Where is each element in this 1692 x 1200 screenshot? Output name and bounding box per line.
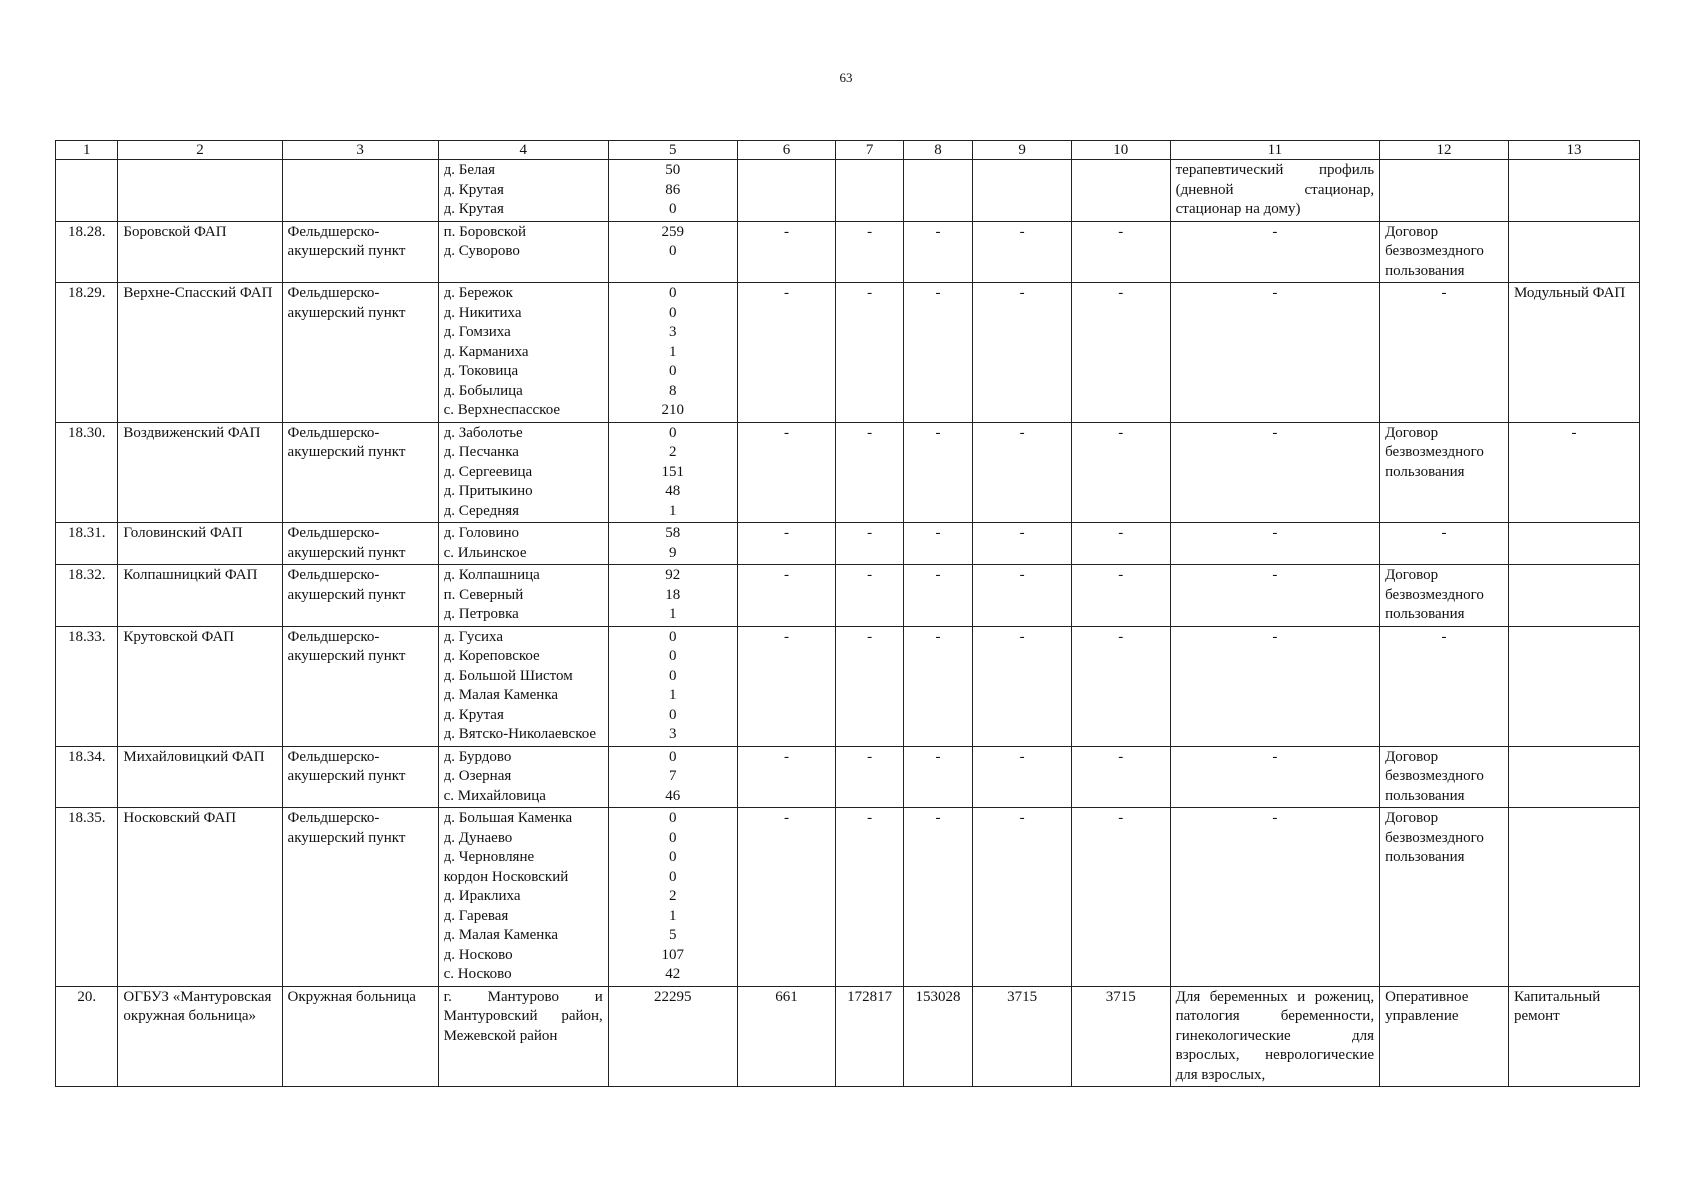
col-10: 3715 bbox=[1071, 986, 1170, 1087]
col-7 bbox=[836, 160, 903, 222]
table-row-final bbox=[56, 986, 1640, 1087]
column-header-7: 7 bbox=[836, 141, 903, 160]
population-value: 151 bbox=[661, 463, 684, 480]
settlement-names bbox=[438, 565, 608, 627]
settlement-population bbox=[608, 160, 737, 222]
col-9: - bbox=[973, 422, 1072, 523]
notes bbox=[1508, 221, 1639, 283]
col-7: - bbox=[836, 221, 903, 283]
ownership-basis: - bbox=[1380, 626, 1509, 746]
col-10: - bbox=[1071, 221, 1170, 283]
notes: Модульный ФАП bbox=[1508, 283, 1639, 423]
settlement-name: д. Бережок bbox=[443, 285, 513, 301]
settlement-name: д. Гаревая bbox=[443, 907, 509, 924]
settlement-name: п. Северный bbox=[443, 586, 524, 603]
col-10: - bbox=[1071, 422, 1170, 523]
column-header-12: 12 bbox=[1380, 141, 1509, 160]
population-value: 1 bbox=[668, 907, 677, 924]
population-value: 0 bbox=[668, 868, 677, 885]
facility-name: Воздвиженский ФАП bbox=[118, 422, 282, 523]
profile-description: терапевтический профиль (дневной стационар, стационар на дому) bbox=[1170, 160, 1379, 222]
population-value: 0 bbox=[668, 810, 677, 826]
col-8: - bbox=[903, 626, 972, 746]
settlement-name: д. Малая Каменка bbox=[443, 927, 559, 943]
column-header-10: 10 bbox=[1071, 141, 1170, 160]
ownership-basis: - bbox=[1380, 523, 1509, 565]
settlement-name: д. Большая Каменка bbox=[443, 810, 573, 826]
population-value: 5 bbox=[668, 927, 677, 943]
facility-name: Носковский ФАП bbox=[118, 808, 282, 987]
settlement-name: д. Гомзиха bbox=[443, 324, 511, 340]
settlement-name: д. Петровка bbox=[443, 606, 519, 622]
population-value: 2 bbox=[668, 444, 677, 460]
ownership-basis: Договор безвозмездного пользования bbox=[1380, 565, 1509, 627]
settlement-names bbox=[438, 422, 608, 523]
facility-type: Фельдшерско-акушерский пункт bbox=[282, 523, 438, 565]
population-value: 2 bbox=[668, 888, 677, 904]
column-header-8: 8 bbox=[903, 141, 972, 160]
settlement-population bbox=[608, 422, 737, 523]
ownership-basis: Договор безвозмездного пользования bbox=[1380, 422, 1509, 523]
settlement-names bbox=[438, 523, 608, 565]
settlement-names bbox=[438, 746, 608, 808]
col-12 bbox=[1380, 160, 1509, 222]
settlement-name: кордон Носковский bbox=[443, 868, 569, 885]
col-11: - bbox=[1170, 221, 1379, 283]
population-value: 18 bbox=[665, 586, 681, 603]
population-value: 0 bbox=[668, 363, 677, 379]
settlement-name: п. Боровской bbox=[443, 223, 526, 240]
population-value: 0 bbox=[668, 201, 677, 217]
population-value: 0 bbox=[668, 706, 677, 723]
col-6: - bbox=[737, 626, 836, 746]
settlement-name: д. Бобылица bbox=[443, 382, 523, 399]
col-13 bbox=[1508, 160, 1639, 222]
population-value: 0 bbox=[668, 285, 677, 301]
settlement-name: д. Суворово bbox=[443, 243, 520, 259]
col-10: - bbox=[1071, 746, 1170, 808]
settlement-name: д. Носково bbox=[443, 946, 513, 963]
settlement-population bbox=[608, 565, 737, 627]
col-8 bbox=[903, 160, 972, 222]
col-8: - bbox=[903, 221, 972, 283]
col-10 bbox=[1071, 160, 1170, 222]
col-8: - bbox=[903, 283, 972, 423]
col-7: - bbox=[836, 283, 903, 423]
population-value: 1 bbox=[668, 502, 677, 519]
facility-name: Верхне-Спасский ФАП bbox=[118, 283, 282, 423]
facility-type: Фельдшерско-акушерский пункт bbox=[282, 565, 438, 627]
population-value: 0 bbox=[668, 849, 677, 865]
col-9: - bbox=[973, 565, 1072, 627]
settlement-names bbox=[438, 626, 608, 746]
table-row bbox=[56, 565, 1640, 627]
population-value: 46 bbox=[665, 787, 681, 804]
facility-name: ОГБУЗ «Мантуровская окружная больница» bbox=[118, 986, 282, 1087]
settlement-name: д. Крутая bbox=[443, 181, 504, 198]
column-number-row bbox=[56, 141, 1640, 160]
population-value: 9 bbox=[668, 544, 677, 561]
facility-type: Фельдшерско-акушерский пункт bbox=[282, 808, 438, 987]
column-header-13: 13 bbox=[1508, 141, 1639, 160]
settlement-name: с. Ильинское bbox=[443, 544, 527, 561]
col-6: 661 bbox=[737, 986, 836, 1087]
col-9: - bbox=[973, 626, 1072, 746]
population-value: 48 bbox=[665, 483, 681, 499]
col-6: - bbox=[737, 746, 836, 808]
facility-name: Колпашницкий ФАП bbox=[118, 565, 282, 627]
col-7: - bbox=[836, 626, 903, 746]
row-number: 20. bbox=[56, 986, 118, 1087]
population-value: 107 bbox=[661, 946, 684, 963]
col-6: - bbox=[737, 523, 836, 565]
row-number: 18.33. bbox=[56, 626, 118, 746]
column-header-2: 2 bbox=[118, 141, 282, 160]
col-8: - bbox=[903, 422, 972, 523]
settlement-name: с. Носково bbox=[443, 966, 512, 982]
settlement-names bbox=[438, 283, 608, 423]
col-5: 22295 bbox=[608, 986, 737, 1087]
population-value: 42 bbox=[665, 966, 681, 982]
facility-type: Фельдшерско-акушерский пункт bbox=[282, 626, 438, 746]
population-value: 92 bbox=[665, 567, 681, 583]
facilities-table bbox=[55, 140, 1640, 1087]
col-7: - bbox=[836, 808, 903, 987]
col-9: - bbox=[973, 746, 1072, 808]
col-8: - bbox=[903, 523, 972, 565]
facility-name: Головинский ФАП bbox=[118, 523, 282, 565]
col-6 bbox=[737, 160, 836, 222]
row-number: 18.35. bbox=[56, 808, 118, 987]
service-area: г. Мантурово и Мантуровский район, Межевской район bbox=[438, 986, 608, 1087]
col-9 bbox=[973, 160, 1072, 222]
settlement-name: д. Песчанка bbox=[443, 444, 519, 460]
population-value: 86 bbox=[665, 181, 681, 198]
col-7: - bbox=[836, 422, 903, 523]
settlement-name: д. Ираклиха bbox=[443, 888, 521, 904]
settlement-name: д. Черновляне bbox=[443, 849, 535, 865]
facility-name: Боровской ФАП bbox=[118, 221, 282, 283]
facility-name: Крутовской ФАП bbox=[118, 626, 282, 746]
settlement-name: д. Бурдово bbox=[443, 748, 512, 765]
population-value: 0 bbox=[668, 243, 677, 259]
row-number: 18.28. bbox=[56, 221, 118, 283]
settlement-names bbox=[438, 808, 608, 987]
column-header-1: 1 bbox=[56, 141, 118, 160]
population-value: 210 bbox=[661, 402, 684, 418]
settlement-names bbox=[438, 221, 608, 283]
table-row bbox=[56, 626, 1640, 746]
notes: Капитальный ремонт bbox=[1508, 986, 1639, 1087]
settlement-population bbox=[608, 808, 737, 987]
settlement-population bbox=[608, 626, 737, 746]
population-value: 0 bbox=[668, 648, 677, 664]
col-8: - bbox=[903, 746, 972, 808]
col-9: 3715 bbox=[973, 986, 1072, 1087]
settlement-name: д. Белая bbox=[443, 162, 496, 178]
notes bbox=[1508, 565, 1639, 627]
population-value: 58 bbox=[665, 525, 681, 541]
settlement-name: д. Гусиха bbox=[443, 628, 504, 645]
col-9: - bbox=[973, 523, 1072, 565]
settlement-name: д. Никитиха bbox=[443, 304, 522, 321]
settlement-names bbox=[438, 160, 608, 222]
col-10: - bbox=[1071, 565, 1170, 627]
notes: - bbox=[1508, 422, 1639, 523]
settlement-population bbox=[608, 283, 737, 423]
population-value: 3 bbox=[668, 726, 677, 742]
settlement-population bbox=[608, 221, 737, 283]
settlement-name: д. Вятско-Николаевское bbox=[443, 726, 597, 742]
settlement-name: д. Крутая bbox=[443, 706, 504, 723]
row-number: 18.31. bbox=[56, 523, 118, 565]
profile-description: Для беременных и рожениц, патология беременности, гинекологические для взрослых, неврологические для взрослых, bbox=[1170, 986, 1379, 1087]
settlement-name: д. Дунаево bbox=[443, 829, 513, 846]
settlement-name: д. Токовица bbox=[443, 363, 519, 379]
settlement-name: д. Заболотье bbox=[443, 424, 523, 441]
ownership-basis: Договор безвозмездного пользования bbox=[1380, 221, 1509, 283]
row-number: 18.34. bbox=[56, 746, 118, 808]
col-9: - bbox=[973, 221, 1072, 283]
col-8: 153028 bbox=[903, 986, 972, 1087]
col-9: - bbox=[973, 808, 1072, 987]
table-row-continuation bbox=[56, 160, 1640, 222]
facility-type: Фельдшерско-акушерский пункт bbox=[282, 422, 438, 523]
row-number bbox=[56, 160, 118, 222]
table-row bbox=[56, 808, 1640, 987]
population-value: 7 bbox=[668, 768, 677, 784]
facility-type: Окружная больница bbox=[282, 986, 438, 1087]
settlement-name: д. Кореповское bbox=[443, 648, 540, 664]
population-value: 0 bbox=[668, 748, 677, 765]
facility-name: Михайловицкий ФАП bbox=[118, 746, 282, 808]
notes bbox=[1508, 523, 1639, 565]
table-row bbox=[56, 221, 1640, 283]
ownership-basis: Договор безвозмездного пользования bbox=[1380, 808, 1509, 987]
col-10: - bbox=[1071, 808, 1170, 987]
settlement-name: д. Озерная bbox=[443, 768, 512, 784]
notes bbox=[1508, 746, 1639, 808]
col-10: - bbox=[1071, 523, 1170, 565]
col-6: - bbox=[737, 221, 836, 283]
col-8: - bbox=[903, 808, 972, 987]
settlement-name: с. Михайловица bbox=[443, 787, 546, 804]
population-value: 1 bbox=[668, 687, 677, 703]
notes bbox=[1508, 626, 1639, 746]
population-value: 0 bbox=[668, 667, 677, 684]
facility-type: Фельдшерско-акушерский пункт bbox=[282, 283, 438, 423]
column-header-6: 6 bbox=[737, 141, 836, 160]
settlement-population bbox=[608, 746, 737, 808]
col-11: - bbox=[1170, 523, 1379, 565]
population-value: 259 bbox=[661, 223, 684, 240]
population-value: 8 bbox=[668, 382, 677, 399]
col-11: - bbox=[1170, 746, 1379, 808]
settlement-name: д. Притыкино bbox=[443, 483, 533, 499]
column-header-4: 4 bbox=[438, 141, 608, 160]
settlement-name: д. Головино bbox=[443, 525, 520, 541]
row-number: 18.32. bbox=[56, 565, 118, 627]
ownership-basis: Договор безвозмездного пользования bbox=[1380, 746, 1509, 808]
col-6: - bbox=[737, 283, 836, 423]
settlement-name: д. Малая Каменка bbox=[443, 687, 559, 703]
facility-type: Фельдшерско-акушерский пункт bbox=[282, 746, 438, 808]
page-number: 63 bbox=[839, 70, 853, 85]
col-10: - bbox=[1071, 283, 1170, 423]
population-value: 3 bbox=[668, 324, 677, 340]
settlement-population bbox=[608, 523, 737, 565]
population-value: 0 bbox=[668, 628, 677, 645]
row-number: 18.29. bbox=[56, 283, 118, 423]
column-header-9: 9 bbox=[973, 141, 1072, 160]
settlement-name: д. Колпашница bbox=[443, 567, 540, 583]
table-row bbox=[56, 746, 1640, 808]
settlement-name: д. Карманиха bbox=[443, 343, 529, 360]
notes bbox=[1508, 808, 1639, 987]
col-7: - bbox=[836, 746, 903, 808]
table-row bbox=[56, 422, 1640, 523]
col-10: - bbox=[1071, 626, 1170, 746]
col-8: - bbox=[903, 565, 972, 627]
column-header-11: 11 bbox=[1170, 141, 1379, 160]
ownership-basis: - bbox=[1380, 283, 1509, 423]
table-row bbox=[56, 523, 1640, 565]
facility-type: Фельдшерско-акушерский пункт bbox=[282, 221, 438, 283]
col-6: - bbox=[737, 565, 836, 627]
col-6: - bbox=[737, 422, 836, 523]
facility-name bbox=[118, 160, 282, 222]
col-11: - bbox=[1170, 565, 1379, 627]
col-11: - bbox=[1170, 626, 1379, 746]
population-value: 1 bbox=[668, 343, 677, 360]
col-7: - bbox=[836, 523, 903, 565]
population-value: 1 bbox=[668, 606, 677, 622]
population-value: 0 bbox=[668, 424, 677, 441]
col-11: - bbox=[1170, 283, 1379, 423]
settlement-name: д. Крутая bbox=[443, 201, 504, 217]
population-value: 0 bbox=[668, 829, 677, 846]
table-row bbox=[56, 283, 1640, 423]
col-9: - bbox=[973, 283, 1072, 423]
col-6: - bbox=[737, 808, 836, 987]
column-header-3: 3 bbox=[282, 141, 438, 160]
settlement-name: д. Сергеевица bbox=[443, 463, 533, 480]
col-7: 172817 bbox=[836, 986, 903, 1087]
settlement-name: д. Большой Шистом bbox=[443, 667, 573, 684]
ownership-basis: Оперативное управление bbox=[1380, 986, 1509, 1087]
col-7: - bbox=[836, 565, 903, 627]
row-number: 18.30. bbox=[56, 422, 118, 523]
population-value: 50 bbox=[665, 162, 681, 178]
col-11: - bbox=[1170, 422, 1379, 523]
facility-type bbox=[282, 160, 438, 222]
population-value: 0 bbox=[668, 304, 677, 321]
col-11: - bbox=[1170, 808, 1379, 987]
column-header-5: 5 bbox=[608, 141, 737, 160]
settlement-name: д. Середняя bbox=[443, 502, 520, 519]
settlement-name: с. Верхнеспасское bbox=[443, 402, 561, 418]
